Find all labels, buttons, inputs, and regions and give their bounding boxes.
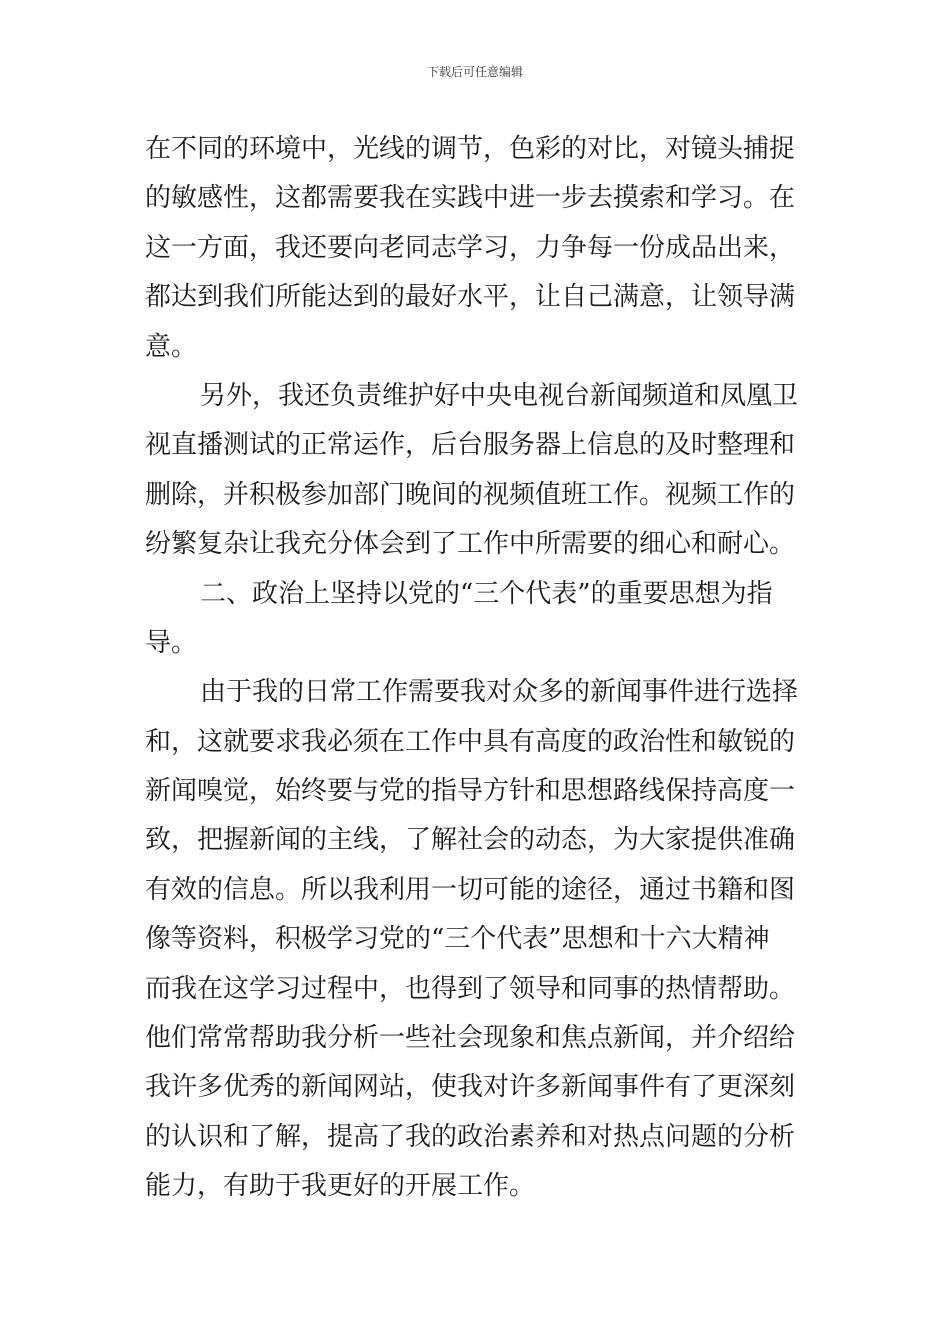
text-line: 在不同的环境中，光线的调节，色彩的对比，对镜头捕捉 — [145, 134, 796, 164]
page-header: 下载后可任意编辑 — [426, 65, 523, 79]
section-heading-line: 二、政治上坚持以党的“三个代表”的重要思想为指 — [200, 578, 773, 609]
text-line: 导。 — [145, 627, 198, 658]
text-line: 有效的信息。所以我利用一切可能的途径，通过书籍和图 — [145, 874, 796, 905]
text-line: 的认识和了解，提高了我的政治素养和对热点问题的分析 — [145, 1121, 796, 1152]
text-line: 他们常常帮助我分析一些社会现象和焦点新闻，并介绍给 — [145, 1023, 796, 1054]
text-line: 视直播测试的正常运作，后台服务器上信息的及时整理和 — [145, 430, 796, 461]
text-line: 这一方面，我还要向老同志学习，力争每一份成品出来， — [145, 232, 796, 263]
text-line: 我许多优秀的新闻网站，使我对许多新闻事件有了更深刻 — [145, 1072, 796, 1103]
text-line: 都达到我们所能达到的最好水平，让自己满意，让领导满 — [145, 282, 796, 313]
text-line: 像等资料，积极学习党的“三个代表”思想和十六大精神 — [145, 924, 770, 955]
text-line: 能力，有助于我更好的开展工作。 — [145, 1171, 536, 1202]
text-line: 新闻嗅觉，始终要与党的指导方针和思想路线保持高度一 — [145, 776, 796, 807]
text-line: 致，把握新闻的主线，了解社会的动态，为大家提供准确 — [145, 825, 796, 856]
text-line: 纷繁复杂让我充分体会到了工作中所需要的细心和耐心。 — [145, 529, 796, 560]
paragraph-first-line: 另外，我还负责维护好中央电视台新闻频道和凤凰卫 — [200, 380, 799, 411]
text-line: 而我在这学习过程中，也得到了领导和同事的热情帮助。 — [145, 973, 796, 1004]
document-body — [145, 125, 807, 1212]
text-line: 删除，并积极参加部门晚间的视频值班工作。视频工作的 — [145, 479, 796, 510]
text-line: 和，这就要求我必须在工作中具有高度的政治性和敏锐的 — [145, 726, 796, 757]
text-line: 的敏感性，这都需要我在实践中进一步去摸索和学习。在 — [145, 183, 796, 214]
text-line: 意。 — [145, 331, 198, 362]
paragraph-first-line: 由于我的日常工作需要我对众多的新闻事件进行选择 — [200, 677, 799, 708]
